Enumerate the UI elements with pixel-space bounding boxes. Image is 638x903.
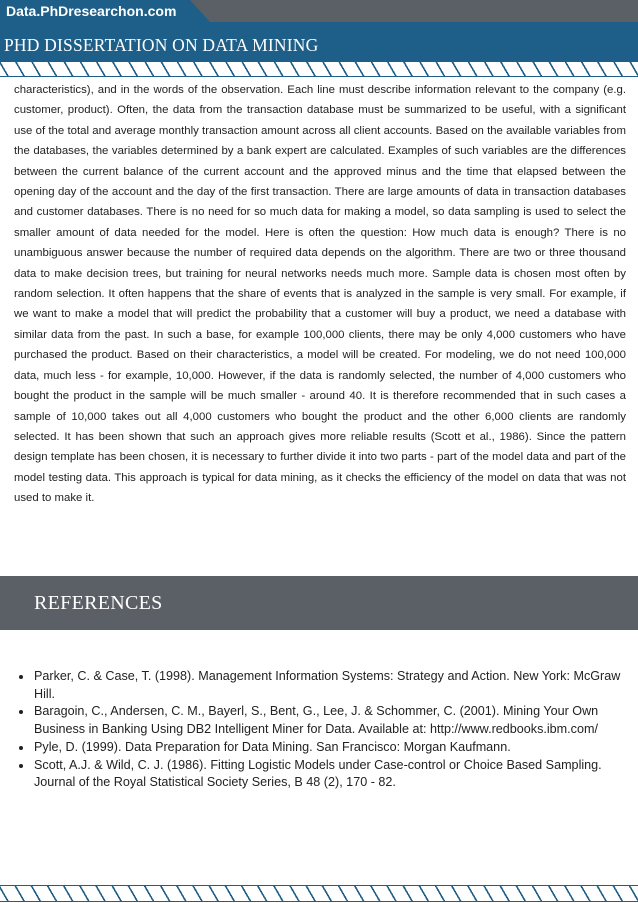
reference-item: • Scott, A.J. & Wild, C. J. (1986). Fitting Logistic Models under Case-control or Choice Based Sampling. Journal of the Royal Statistical Society Series, B 48 (2), 170 - 82. xyxy=(33,757,633,792)
decorative-stripe-top xyxy=(0,61,638,77)
body-paragraph: characteristics), and in the words of the observation. Each line must describe information relevant to the company (e.g. customer, product). Often, the data from the transaction database must be summarized to be useful, with a significant use of the total and average monthly transaction amount across all client accounts. Based on the available variables from the databases, the variables determined by a bank expert are calculated. Examples of such variables are the differences between the current balance of the current account and the approved minus and the time that elapsed between the opening day of the account and the day of the first transaction. There are large amounts of data in transaction databases and customer databases. There is no need for so much data for making a model, so data sampling is used to select the smaller amount of data needed for the model. Here is often the question: How much data is enough? There is no unambiguous answer because the number of required data depends on the algorithm. There are two or three thousand data to make decision trees, but training for neural networks needs much more. Sample data is chosen most often by random selection. It often happens that the share of events that is analyzed in the sample is very small. For example, if we want to make a model that will predict the probability that a customer will buy a product, we need a database with similar data from the past. In such a base, for example 100,000 clients, there may be only 4,000 customers who have purchased the product. Based on their characteristics, a model will be created. For modeling, we do not need 100,000 data, much less - for example, 10,000. However, if the data is randomly selected, the number of 4,000 customers who bought the product in the sample will be much smaller - around 40. It is therefore recommended that in such cases a sample of 10,000 takes out all 4,000 customers who bought the product and the other 6,000 clients are randomly selected. It has been shown that such an approach gives more reliable results (Scott et al., 1986). Since the pattern design template has been chosen, it is necessary to further divide it into two parts - part of the model data and part of the model testing data. This approach is typical for data mining, as it checks the efficiency of the model on data that was not used to make it. xyxy=(14,84,626,505)
references-heading: REFERENCES xyxy=(34,592,163,614)
title-bar xyxy=(0,22,638,61)
reference-item: • Parker, C. & Case, T. (1998). Management Information Systems: Strategy and Action. New York: McGraw Hill. xyxy=(33,668,633,703)
reference-item: • Pyle, D. (1999). Data Preparation for Data Mining. San Francisco: Morgan Kaufmann. xyxy=(33,739,633,757)
site-header-bar xyxy=(0,0,638,22)
page-title: PHD DISSERTATION ON DATA MINING xyxy=(4,35,319,55)
site-name[interactable]: Data.PhDresearchon.com xyxy=(6,3,177,19)
reference-item: • Baragoin, C., Andersen, C. M., Bayerl, S., Bent, G., Lee, J. & Schommer, C. (2001). Mining Your Own Business in Banking Using DB2 Intelligent Miner for Data. Available at: http://www.redbooks.ibm.com/ xyxy=(33,703,633,738)
decorative-stripe-bottom xyxy=(0,885,638,902)
references-band xyxy=(0,576,638,630)
references-list xyxy=(16,668,633,792)
